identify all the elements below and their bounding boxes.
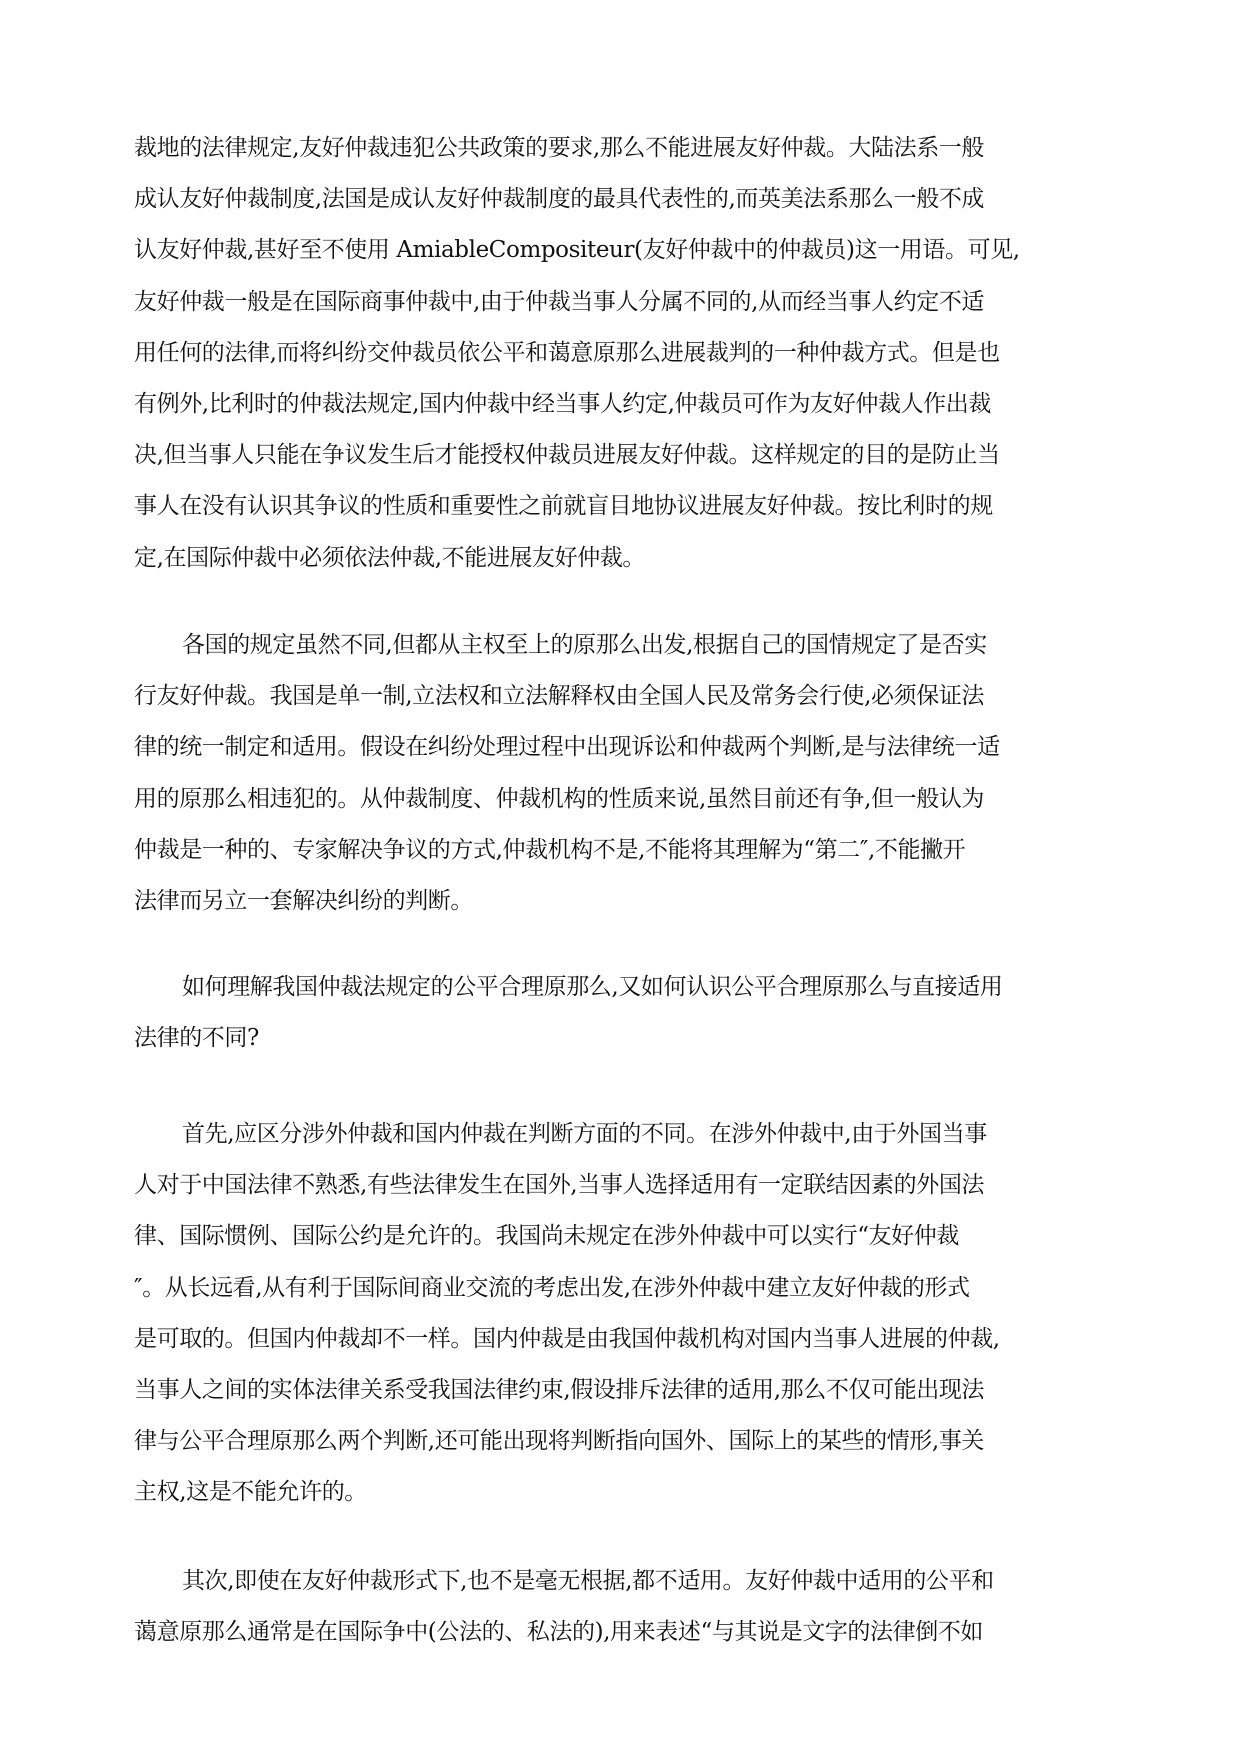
text-line: 律与公平合理原那么两个判断,还可能出现将判断指向国外、国际上的某些的情形,事关 <box>134 1428 985 1455</box>
text-line: 蔼意原那么通常是在国际争中(公法的、私法的),用来表述“与其说是文字的法律倒不如 <box>134 1619 984 1646</box>
paragraph-3 <box>134 962 1114 1064</box>
text-line: 定,在国际仲裁中必须依法仲裁,不能进展友好仲裁。 <box>134 544 646 571</box>
paragraph-5 <box>134 1556 1114 1658</box>
text-line: 法律而另立一套解决纠纷的判断。 <box>134 887 474 914</box>
text-line: 仲裁是一种的、专家解决争议的方式,仲裁机构不是,不能将其理解为“第二″,不能撇开 <box>134 836 966 863</box>
text-line: 是可取的。但国内仲裁却不一样。国内仲裁是由我国仲裁机构对国内当事人进展的仲裁, <box>134 1325 1000 1352</box>
text-line: 事人在没有认识其争议的性质和重要性之前就盲目地协议进展友好仲裁。按比利时的规 <box>134 493 993 520</box>
text-line: 律、国际惯例、国际公约是允许的。我国尚未规定在涉外仲裁中可以实行“友好仲裁 <box>134 1223 959 1250</box>
text-line: 法律的不同? <box>134 1025 259 1052</box>
text-line: 主权,这是不能允许的。 <box>134 1479 367 1506</box>
paragraph-2 <box>134 620 1114 927</box>
text-line: 用的原那么相违犯的。从仲裁制度、仲裁机构的性质来说,虽然目前还有争,但一般认为 <box>134 785 985 812</box>
text-line: 其次,即使在友好仲裁形式下,也不是毫无根据,都不适用。友好仲裁中适用的公平和 <box>182 1568 994 1594</box>
text-line: 用任何的法律,而将纠纷交仲裁员依公平和蔼意原那么进展裁判的一种仲裁方式。但是也 <box>134 339 1000 366</box>
text-line: 各国的规定虽然不同,但都从主权至上的原那么出发,根据自己的国情规定了是否实 <box>182 632 987 658</box>
paragraph-1 <box>134 123 1114 584</box>
text-line: 成认友好仲裁制度,法国是成认友好仲裁制度的最具代表性的,而英美法系那么一般不成 <box>134 186 985 213</box>
text-line: ″。从长远看,从有利于国际间商业交流的考虑出发,在涉外仲裁中建立友好仲裁的形式 <box>134 1274 970 1301</box>
text-line: 行友好仲裁。我国是单一制,立法权和立法解释权由全国人民及常务会行使,必须保证法 <box>134 683 985 710</box>
text-line: 认友好仲裁,甚好至不使用 AmiableCompositeur(友好仲裁中的仲裁员)这一用语。可见, <box>134 237 1020 264</box>
text-line: 决,但当事人只能在争议发生后才能授权仲裁员进展友好仲裁。这样规定的目的是防止当 <box>134 442 1000 469</box>
text-line: 人对于中国法律不熟悉,有些法律发生在国外,当事人选择适用有一定联结因素的外国法 <box>134 1172 985 1199</box>
text-line: 友好仲裁一般是在国际商事仲裁中,由于仲裁当事人分属不同的,从而经当事人约定不适 <box>134 288 985 315</box>
text-line: 如何理解我国仲裁法规定的公平合理原那么,又如何认识公平合理原那么与直接适用 <box>182 974 1003 1000</box>
text-line: 首先,应区分涉外仲裁和国内仲裁在判断方面的不同。在涉外仲裁中,由于外国当事 <box>182 1121 987 1147</box>
text-line: 当事人之间的实体法律关系受我国法律约束,假设排斥法律的适用,那么不仅可能出现法 <box>134 1376 985 1403</box>
text-line: 裁地的法律规定,友好仲裁违犯公共政策的要求,那么不能进展友好仲裁。大陆法系一般 <box>134 135 985 161</box>
text-line: 律的统一制定和适用。假设在纠纷处理过程中出现诉讼和仲裁两个判断,是与法律统一适 <box>134 734 1000 761</box>
text-line: 有例外,比利时的仲裁法规定,国内仲裁中经当事人约定,仲裁员可作为友好仲裁人作出裁 <box>134 390 991 417</box>
paragraph-4 <box>134 1109 1114 1519</box>
